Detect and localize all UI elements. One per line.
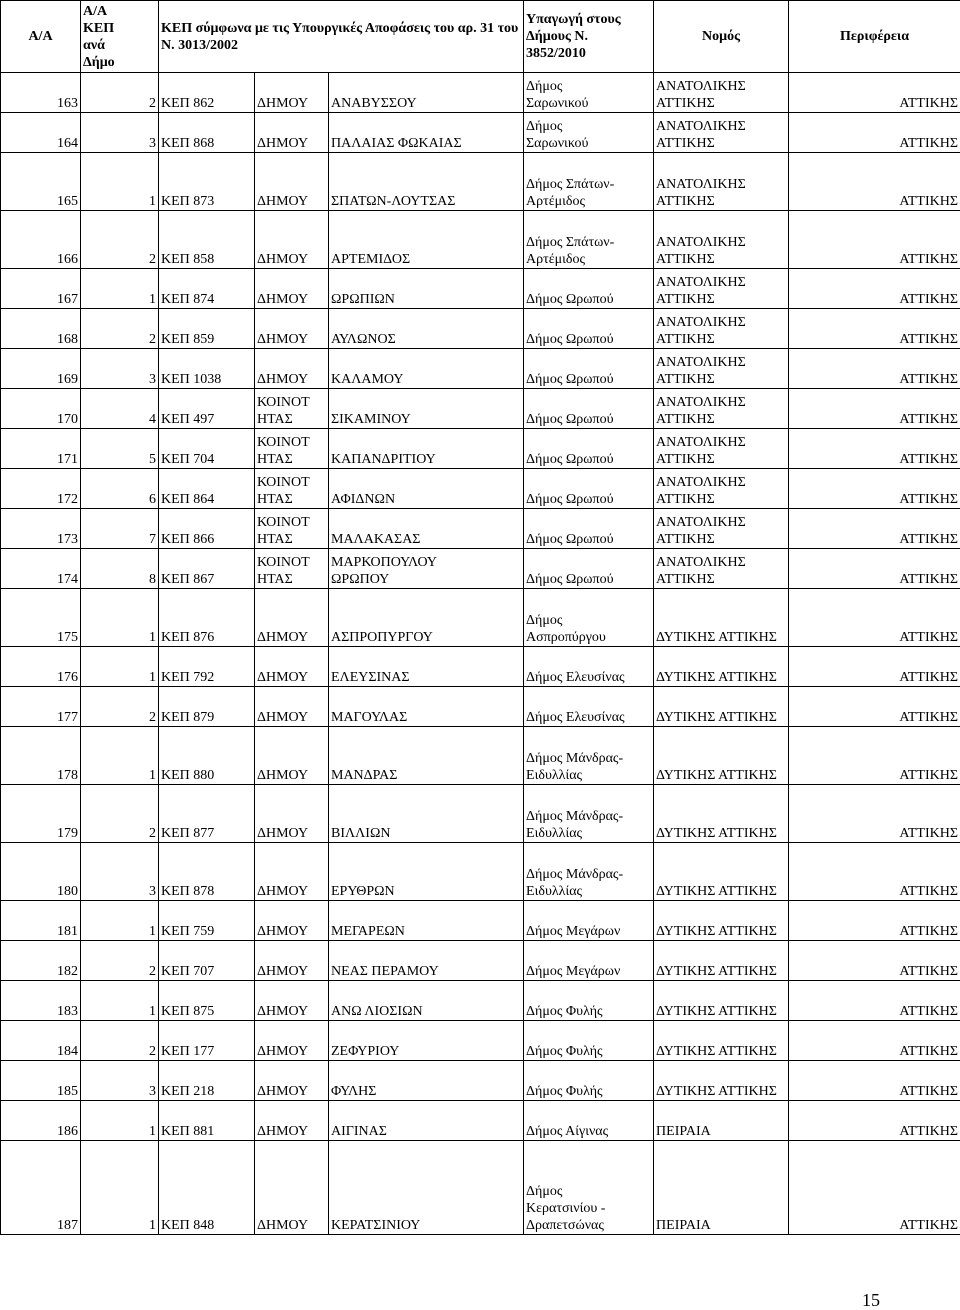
row-dimos: Δήμος Σπάτων- Αρτέμιδος	[524, 153, 654, 211]
row-dimos: Δήμος Μεγάρων	[524, 901, 654, 941]
row-number: 1	[81, 981, 159, 1021]
row-kep-code: ΚΕΠ 881	[159, 1101, 255, 1141]
row-aa: 175	[1, 589, 81, 647]
row-region: ΑΤΤΙΚΗΣ	[789, 589, 960, 647]
row-number: 1	[81, 647, 159, 687]
row-dimos: Δήμος Ελευσίνας	[524, 687, 654, 727]
row-dimos: Δήμος Ελευσίνας	[524, 647, 654, 687]
row-type: ΔΗΜΟΥ	[255, 785, 329, 843]
row-aa: 171	[1, 429, 81, 469]
row-number: 1	[81, 1141, 159, 1235]
row-number: 3	[81, 113, 159, 153]
row-number: 5	[81, 429, 159, 469]
row-type: ΔΗΜΟΥ	[255, 687, 329, 727]
row-nomos: ΑΝΑΤΟΛΙΚΗΣ ΑΤΤΙΚΗΣ	[654, 113, 789, 153]
row-nomos: ΔΥΤΙΚΗΣ ΑΤΤΙΚΗΣ	[654, 981, 789, 1021]
table-row	[1, 901, 960, 941]
row-dimos: Δήμος Μεγάρων	[524, 941, 654, 981]
row-type: ΔΗΜΟΥ	[255, 309, 329, 349]
row-number: 2	[81, 687, 159, 727]
row-aa: 186	[1, 1101, 81, 1141]
row-kep-code: ΚΕΠ 707	[159, 941, 255, 981]
row-aa: 168	[1, 309, 81, 349]
row-kep-code: ΚΕΠ 759	[159, 901, 255, 941]
row-nomos: ΑΝΑΤΟΛΙΚΗΣ ΑΤΤΙΚΗΣ	[654, 269, 789, 309]
row-region: ΑΤΤΙΚΗΣ	[789, 113, 960, 153]
row-region: ΑΤΤΙΚΗΣ	[789, 1021, 960, 1061]
row-region: ΑΤΤΙΚΗΣ	[789, 1101, 960, 1141]
table-row	[1, 269, 960, 309]
row-number: 3	[81, 843, 159, 901]
row-dimos: Δήμος Σπάτων- Αρτέμιδος	[524, 211, 654, 269]
row-region: ΑΤΤΙΚΗΣ	[789, 687, 960, 727]
row-name: ΖΕΦΥΡΙΟΥ	[329, 1021, 524, 1061]
row-number: 3	[81, 1061, 159, 1101]
row-name: ΑΝΑΒΥΣΣΟΥ	[329, 73, 524, 113]
row-region: ΑΤΤΙΚΗΣ	[789, 269, 960, 309]
row-kep-code: ΚΕΠ 859	[159, 309, 255, 349]
row-region: ΑΤΤΙΚΗΣ	[789, 349, 960, 389]
row-region: ΑΤΤΙΚΗΣ	[789, 211, 960, 269]
row-region: ΑΤΤΙΚΗΣ	[789, 981, 960, 1021]
row-aa: 170	[1, 389, 81, 429]
row-name: ΣΙΚΑΜΙΝΟΥ	[329, 389, 524, 429]
table-row	[1, 509, 960, 549]
row-dimos: Δήμος Ωρωπού	[524, 429, 654, 469]
row-number: 7	[81, 509, 159, 549]
header-nomos: Νομός	[654, 1, 789, 73]
table-row	[1, 309, 960, 349]
row-nomos: ΑΝΑΤΟΛΙΚΗΣ ΑΤΤΙΚΗΣ	[654, 429, 789, 469]
header-row	[1, 1, 960, 73]
row-number: 8	[81, 549, 159, 589]
row-aa: 172	[1, 469, 81, 509]
row-number: 2	[81, 1021, 159, 1061]
row-number: 3	[81, 349, 159, 389]
row-name: ΜΑΡΚΟΠΟΥΛΟΥ ΩΡΩΠΟΥ	[329, 549, 524, 589]
row-region: ΑΤΤΙΚΗΣ	[789, 429, 960, 469]
row-aa: 165	[1, 153, 81, 211]
row-name: ΚΑΛΑΜΟΥ	[329, 349, 524, 389]
row-region: ΑΤΤΙΚΗΣ	[789, 469, 960, 509]
row-name: ΒΙΛΛΙΩΝ	[329, 785, 524, 843]
row-number: 6	[81, 469, 159, 509]
row-name: ΕΡΥΘΡΩΝ	[329, 843, 524, 901]
row-dimos: Δήμος Φυλής	[524, 1061, 654, 1101]
row-nomos: ΔΥΤΙΚΗΣ ΑΤΤΙΚΗΣ	[654, 589, 789, 647]
row-dimos: Δήμος Ωρωπού	[524, 509, 654, 549]
row-type: ΔΗΜΟΥ	[255, 589, 329, 647]
row-dimos: Δήμος Ωρωπού	[524, 389, 654, 429]
row-number: 4	[81, 389, 159, 429]
row-dimos: Δήμος Φυλής	[524, 981, 654, 1021]
row-dimos: Δήμος Φυλής	[524, 1021, 654, 1061]
row-kep-code: ΚΕΠ 858	[159, 211, 255, 269]
row-type: ΔΗΜΟΥ	[255, 1141, 329, 1235]
table-row	[1, 469, 960, 509]
row-nomos: ΑΝΑΤΟΛΙΚΗΣ ΑΤΤΙΚΗΣ	[654, 349, 789, 389]
row-nomos: ΑΝΑΤΟΛΙΚΗΣ ΑΤΤΙΚΗΣ	[654, 469, 789, 509]
row-nomos: ΑΝΑΤΟΛΙΚΗΣ ΑΤΤΙΚΗΣ	[654, 389, 789, 429]
row-aa: 169	[1, 349, 81, 389]
row-type: ΔΗΜΟΥ	[255, 727, 329, 785]
row-aa: 187	[1, 1141, 81, 1235]
row-kep-code: ΚΕΠ 875	[159, 981, 255, 1021]
row-dimos: Δήμος Ωρωπού	[524, 549, 654, 589]
row-type: ΔΗΜΟΥ	[255, 1101, 329, 1141]
row-number: 2	[81, 211, 159, 269]
row-name: ΑΙΓΙΝΑΣ	[329, 1101, 524, 1141]
row-region: ΑΤΤΙΚΗΣ	[789, 647, 960, 687]
page-number: 15	[862, 1290, 880, 1310]
row-number: 1	[81, 589, 159, 647]
table-row	[1, 429, 960, 469]
header-aa-per-dimo: Α/Α ΚΕΠ ανά Δήμο	[81, 1, 159, 73]
row-dimos: Δήμος Ασπροπύργου	[524, 589, 654, 647]
row-name: ΚΕΡΑΤΣΙΝΙΟΥ	[329, 1141, 524, 1235]
row-type: ΔΗΜΟΥ	[255, 843, 329, 901]
row-number: 2	[81, 73, 159, 113]
row-aa: 173	[1, 509, 81, 549]
row-aa: 183	[1, 981, 81, 1021]
row-aa: 163	[1, 73, 81, 113]
row-name: ΣΠΑΤΩΝ-ΛΟΥΤΣΑΣ	[329, 153, 524, 211]
row-dimos: Δήμος Σαρωνικού	[524, 73, 654, 113]
row-type: ΚΟΙΝΟΤ ΗΤΑΣ	[255, 429, 329, 469]
row-kep-code: ΚΕΠ 792	[159, 647, 255, 687]
row-dimos: Δήμος Ωρωπού	[524, 269, 654, 309]
row-kep-code: ΚΕΠ 878	[159, 843, 255, 901]
row-aa: 181	[1, 901, 81, 941]
row-region: ΑΤΤΙΚΗΣ	[789, 941, 960, 981]
row-dimos: Δήμος Σαρωνικού	[524, 113, 654, 153]
row-nomos: ΔΥΤΙΚΗΣ ΑΤΤΙΚΗΣ	[654, 687, 789, 727]
table-row	[1, 687, 960, 727]
row-nomos: ΑΝΑΤΟΛΙΚΗΣ ΑΤΤΙΚΗΣ	[654, 153, 789, 211]
header-kep: ΚΕΠ σύμφωνα με τις Υπουργικές Αποφάσεις του αρ. 31 του Ν. 3013/2002	[159, 1, 524, 73]
row-type: ΔΗΜΟΥ	[255, 73, 329, 113]
row-aa: 164	[1, 113, 81, 153]
table-row	[1, 73, 960, 113]
table-row	[1, 647, 960, 687]
row-number: 1	[81, 901, 159, 941]
row-region: ΑΤΤΙΚΗΣ	[789, 901, 960, 941]
row-kep-code: ΚΕΠ 1038	[159, 349, 255, 389]
row-region: ΑΤΤΙΚΗΣ	[789, 727, 960, 785]
row-nomos: ΔΥΤΙΚΗΣ ΑΤΤΙΚΗΣ	[654, 647, 789, 687]
table-row	[1, 1061, 960, 1101]
row-kep-code: ΚΕΠ 864	[159, 469, 255, 509]
row-region: ΑΤΤΙΚΗΣ	[789, 785, 960, 843]
row-nomos: ΔΥΤΙΚΗΣ ΑΤΤΙΚΗΣ	[654, 1021, 789, 1061]
table-row	[1, 589, 960, 647]
row-name: ΜΑΝΔΡΑΣ	[329, 727, 524, 785]
row-nomos: ΠΕΙΡΑΙΑ	[654, 1141, 789, 1235]
row-kep-code: ΚΕΠ 704	[159, 429, 255, 469]
row-number: 2	[81, 309, 159, 349]
row-kep-code: ΚΕΠ 877	[159, 785, 255, 843]
row-name: ΩΡΩΠΙΩΝ	[329, 269, 524, 309]
row-kep-code: ΚΕΠ 497	[159, 389, 255, 429]
row-region: ΑΤΤΙΚΗΣ	[789, 389, 960, 429]
row-dimos: Δήμος Μάνδρας- Ειδυλλίας	[524, 785, 654, 843]
row-aa: 185	[1, 1061, 81, 1101]
row-name: ΜΕΓΑΡΕΩΝ	[329, 901, 524, 941]
row-nomos: ΔΥΤΙΚΗΣ ΑΤΤΙΚΗΣ	[654, 1061, 789, 1101]
row-type: ΔΗΜΟΥ	[255, 901, 329, 941]
row-region: ΑΤΤΙΚΗΣ	[789, 549, 960, 589]
row-kep-code: ΚΕΠ 867	[159, 549, 255, 589]
row-aa: 174	[1, 549, 81, 589]
row-number: 1	[81, 727, 159, 785]
table-row	[1, 785, 960, 843]
row-region: ΑΤΤΙΚΗΣ	[789, 509, 960, 549]
row-nomos: ΔΥΤΙΚΗΣ ΑΤΤΙΚΗΣ	[654, 727, 789, 785]
row-kep-code: ΚΕΠ 848	[159, 1141, 255, 1235]
row-region: ΑΤΤΙΚΗΣ	[789, 73, 960, 113]
row-name: ΠΑΛΑΙΑΣ ΦΩΚΑΙΑΣ	[329, 113, 524, 153]
row-name: ΕΛΕΥΣΙΝΑΣ	[329, 647, 524, 687]
row-dimos: Δήμος Κερατσινίου - Δραπετσώνας	[524, 1141, 654, 1235]
table-row	[1, 211, 960, 269]
row-kep-code: ΚΕΠ 868	[159, 113, 255, 153]
row-region: ΑΤΤΙΚΗΣ	[789, 1061, 960, 1101]
row-name: ΑΥΛΩΝΟΣ	[329, 309, 524, 349]
row-nomos: ΔΥΤΙΚΗΣ ΑΤΤΙΚΗΣ	[654, 785, 789, 843]
row-dimos: Δήμος Ωρωπού	[524, 349, 654, 389]
row-aa: 180	[1, 843, 81, 901]
row-region: ΑΤΤΙΚΗΣ	[789, 153, 960, 211]
row-kep-code: ΚΕΠ 862	[159, 73, 255, 113]
row-aa: 182	[1, 941, 81, 981]
row-name: ΑΝΩ ΛΙΟΣΙΩΝ	[329, 981, 524, 1021]
table-row	[1, 727, 960, 785]
table-row	[1, 113, 960, 153]
row-name: ΑΣΠΡΟΠΥΡΓΟΥ	[329, 589, 524, 647]
row-dimos: Δήμος Μάνδρας- Ειδυλλίας	[524, 843, 654, 901]
row-dimos: Δήμος Μάνδρας- Ειδυλλίας	[524, 727, 654, 785]
row-name: ΜΑΛΑΚΑΣΑΣ	[329, 509, 524, 549]
table-row	[1, 549, 960, 589]
row-region: ΑΤΤΙΚΗΣ	[789, 1141, 960, 1235]
row-region: ΑΤΤΙΚΗΣ	[789, 843, 960, 901]
table-row	[1, 941, 960, 981]
row-kep-code: ΚΕΠ 876	[159, 589, 255, 647]
row-dimos: Δήμος Αίγινας	[524, 1101, 654, 1141]
row-aa: 177	[1, 687, 81, 727]
row-number: 2	[81, 941, 159, 981]
table-row	[1, 349, 960, 389]
row-kep-code: ΚΕΠ 874	[159, 269, 255, 309]
row-aa: 176	[1, 647, 81, 687]
row-nomos: ΑΝΑΤΟΛΙΚΗΣ ΑΤΤΙΚΗΣ	[654, 309, 789, 349]
row-nomos: ΑΝΑΤΟΛΙΚΗΣ ΑΤΤΙΚΗΣ	[654, 211, 789, 269]
row-type: ΚΟΙΝΟΤ ΗΤΑΣ	[255, 509, 329, 549]
row-kep-code: ΚΕΠ 879	[159, 687, 255, 727]
row-nomos: ΑΝΑΤΟΛΙΚΗΣ ΑΤΤΙΚΗΣ	[654, 509, 789, 549]
row-kep-code: ΚΕΠ 866	[159, 509, 255, 549]
row-name: ΜΑΓΟΥΛΑΣ	[329, 687, 524, 727]
row-name: ΚΑΠΑΝΔΡΙΤΙΟΥ	[329, 429, 524, 469]
row-name: ΝΕΑΣ ΠΕΡΑΜΟΥ	[329, 941, 524, 981]
row-type: ΔΗΜΟΥ	[255, 1061, 329, 1101]
header-perifereia: Περιφέρεια	[789, 1, 960, 73]
table-row	[1, 1101, 960, 1141]
header-aa: Α/Α	[1, 1, 81, 73]
table-row	[1, 981, 960, 1021]
row-aa: 166	[1, 211, 81, 269]
row-type: ΔΗΜΟΥ	[255, 1021, 329, 1061]
table-row	[1, 1021, 960, 1061]
header-ypagogi: Υπαγωγή στους Δήμους Ν. 3852/2010	[524, 1, 654, 73]
row-dimos: Δήμος Ωρωπού	[524, 469, 654, 509]
row-kep-code: ΚΕΠ 218	[159, 1061, 255, 1101]
row-name: ΑΦΙΔΝΩΝ	[329, 469, 524, 509]
row-nomos: ΔΥΤΙΚΗΣ ΑΤΤΙΚΗΣ	[654, 941, 789, 981]
row-number: 1	[81, 269, 159, 309]
row-type: ΔΗΜΟΥ	[255, 349, 329, 389]
table-body	[1, 73, 960, 1235]
row-kep-code: ΚΕΠ 873	[159, 153, 255, 211]
table-row	[1, 389, 960, 429]
row-type: ΔΗΜΟΥ	[255, 211, 329, 269]
row-aa: 184	[1, 1021, 81, 1061]
table-row	[1, 153, 960, 211]
row-type: ΚΟΙΝΟΤ ΗΤΑΣ	[255, 389, 329, 429]
row-type: ΔΗΜΟΥ	[255, 269, 329, 309]
row-nomos: ΑΝΑΤΟΛΙΚΗΣ ΑΤΤΙΚΗΣ	[654, 73, 789, 113]
row-type: ΔΗΜΟΥ	[255, 981, 329, 1021]
row-type: ΔΗΜΟΥ	[255, 941, 329, 981]
row-dimos: Δήμος Ωρωπού	[524, 309, 654, 349]
row-aa: 167	[1, 269, 81, 309]
row-nomos: ΔΥΤΙΚΗΣ ΑΤΤΙΚΗΣ	[654, 843, 789, 901]
table-row	[1, 843, 960, 901]
row-number: 1	[81, 153, 159, 211]
row-aa: 178	[1, 727, 81, 785]
row-nomos: ΑΝΑΤΟΛΙΚΗΣ ΑΤΤΙΚΗΣ	[654, 549, 789, 589]
row-name: ΑΡΤΕΜΙΔΟΣ	[329, 211, 524, 269]
row-type: ΔΗΜΟΥ	[255, 153, 329, 211]
row-type: ΔΗΜΟΥ	[255, 647, 329, 687]
row-kep-code: ΚΕΠ 177	[159, 1021, 255, 1061]
table-row	[1, 1141, 960, 1235]
row-type: ΚΟΙΝΟΤ ΗΤΑΣ	[255, 469, 329, 509]
row-region: ΑΤΤΙΚΗΣ	[789, 309, 960, 349]
row-kep-code: ΚΕΠ 880	[159, 727, 255, 785]
row-nomos: ΔΥΤΙΚΗΣ ΑΤΤΙΚΗΣ	[654, 901, 789, 941]
row-type: ΚΟΙΝΟΤ ΗΤΑΣ	[255, 549, 329, 589]
row-type: ΔΗΜΟΥ	[255, 113, 329, 153]
row-number: 1	[81, 1101, 159, 1141]
row-nomos: ΠΕΙΡΑΙΑ	[654, 1101, 789, 1141]
row-name: ΦΥΛΗΣ	[329, 1061, 524, 1101]
row-number: 2	[81, 785, 159, 843]
row-aa: 179	[1, 785, 81, 843]
